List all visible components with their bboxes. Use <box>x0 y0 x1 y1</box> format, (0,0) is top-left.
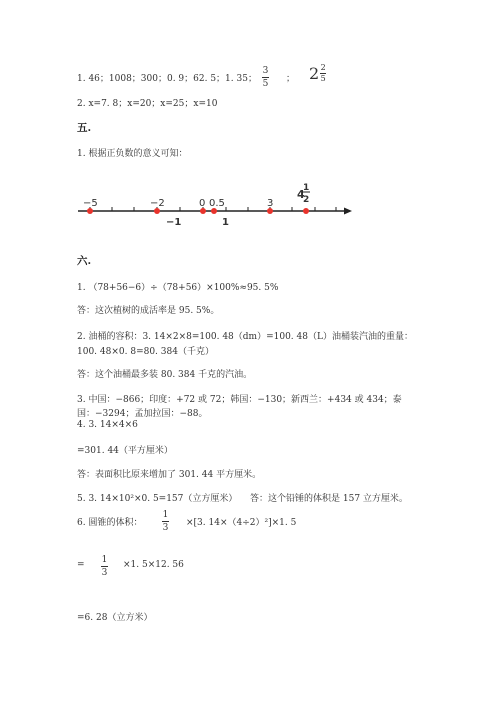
s6-q6-fraction <box>162 510 169 533</box>
s6-q6-suffix2: ×1. 5×12. 56 <box>123 560 184 570</box>
label-three: 3 <box>267 198 274 209</box>
section6-heading: 六. <box>77 255 92 267</box>
fraction-numerator: 1 <box>162 510 169 520</box>
label-zero: 0 <box>199 198 206 209</box>
s6-q2-answer: 答：这个油桶最多装 80. 384 千克的汽油。 <box>77 370 253 380</box>
number-line-arrow <box>344 208 352 215</box>
s6-q2-line2: 100. 48×0. 8=80. 384（千克） <box>77 347 214 357</box>
fraction-denominator: 3 <box>162 523 169 533</box>
mixed-fraction <box>320 64 326 83</box>
s6-q4-line2: =301. 44（平方厘米） <box>77 446 173 456</box>
mixed-denominator: 5 <box>320 74 326 83</box>
label-neg1: −1 <box>166 217 182 228</box>
s6-q1-answer: 答：这次植树的成活率是 95. 5%。 <box>77 306 220 316</box>
s6-q6-fraction2 <box>101 555 108 578</box>
fraction-numerator: 1 <box>101 555 108 565</box>
point-four-half <box>303 208 309 214</box>
label-half: 0.5 <box>209 198 225 209</box>
s4-q2-text: 2. x=7. 8；x=20；x=25；x=10 <box>77 99 218 109</box>
label-one: 1 <box>222 217 229 228</box>
s5-q1-text: 1. 根据正负数的意义可知： <box>77 149 188 159</box>
s6-q4-answer: 答：表面积比原来增加了 301. 44 平方厘米。 <box>77 470 262 480</box>
s6-q6-prefix: 6. 圆锥的体积： <box>77 518 143 528</box>
number-line <box>70 178 370 230</box>
s4-q1-fraction <box>262 66 269 89</box>
fraction-denominator: 5 <box>262 79 269 89</box>
s6-q3-line2: 国：−3294；孟加拉国：−88。 <box>77 409 208 419</box>
mixed-whole: 2 <box>309 64 320 83</box>
section5-heading: 五. <box>77 122 92 134</box>
label-four-half-den: 2 <box>303 195 310 205</box>
s4-q1-text: 1. 46；1008；300；0. 9；62. 5；1. 35； <box>77 74 257 84</box>
s6-q5-right: 答：这个铅锤的体积是 157 立方厘米。 <box>250 494 408 504</box>
label-four-half-whole: 4 <box>297 188 305 201</box>
s6-q6-suffix: ×[3. 14×（4÷2）²]×1. 5 <box>186 518 297 528</box>
fraction-bar <box>162 521 169 522</box>
s6-q6-eq: = <box>77 560 85 570</box>
s4-q1-separator: ； <box>286 74 296 84</box>
label-neg5: −5 <box>83 198 98 209</box>
label-four-half-num: 1 <box>303 183 310 193</box>
fraction-denominator: 3 <box>101 568 108 578</box>
s6-q2-line1: 2. 油桶的容积：3. 14×2×8=100. 48（dm）=100. 48（L）油桶装汽油的重量： <box>77 332 413 342</box>
s6-q5-left: 5. 3. 14×10²×0. 5=157（立方厘米） <box>77 494 238 504</box>
fraction-bar <box>101 566 108 567</box>
mixed-numerator: 2 <box>320 63 326 72</box>
s6-q4-line1: 4. 3. 14×4×6 <box>77 420 138 430</box>
s4-q1-mixed-number <box>309 64 326 83</box>
s6-q1-line1: 1. （78+56−6）÷（78+56）×100%≈95. 5% <box>77 283 279 293</box>
fraction-numerator: 3 <box>262 66 269 76</box>
s6-q3-line1: 3. 中国：−866；印度：+72 或 72；韩国：−130；新西兰：+434 或 434；泰 <box>77 395 402 405</box>
s6-q6-result: =6. 28（立方米） <box>77 613 153 623</box>
label-neg2: −2 <box>150 198 165 209</box>
fraction-bar <box>262 77 269 78</box>
